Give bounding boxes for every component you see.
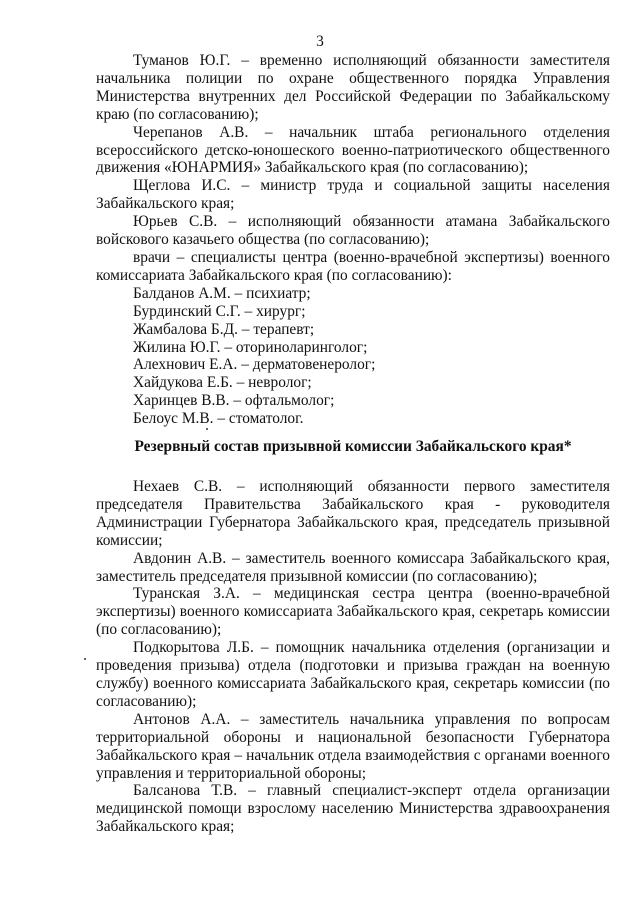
doctor-item: Жамбалова Б.Д. – терапевт;: [133, 320, 315, 338]
reserve-member-paragraph: Туранская З.А. – медицинская сестра центра (военно-врачебной экспертизы) военного комиссариата Забайкальского края, секретарь комиссии (по согласованию);: [96, 585, 610, 639]
reserve-members-list: [96, 478, 610, 836]
reserve-member-paragraph: Подкорытова Л.Б. – помощник начальника отделения (организации и проведения призыва) отдела (подготовки и призыва граждан на военную службу) военного комиссариата Забайкальского края, секретарь комиссии (по согласованию);: [96, 639, 610, 710]
doctor-item: Жилина Ю.Г. – оториноларинголог;: [133, 338, 368, 356]
reserve-member-paragraph: Антонов А.А. – заместитель начальника управления по вопросам территориальной обороны и национальной безопасности Губернатора Забайкальского края – начальник отдела взаимодействия с органами военного управления и территориальной обороны;: [96, 710, 610, 782]
doctor-item: Алехнович Е.А. – дерматовенеролог;: [133, 356, 376, 374]
doctor-item: Балданов А.М. – психиатр;: [133, 284, 311, 302]
reserve-member-paragraph: Нехаев С.В. – исполняющий обязанности первого заместителя председателя Правительства Забайкальского края - руководителя Администрации Губернатора Забайкальского края, председатель призывной комиссии;: [96, 478, 610, 549]
member-paragraph: Юрьев С.В. – исполняющий обязанности атамана Забайкальского войскового казачьего общества (по согласованию);: [96, 213, 610, 249]
scan-dot: [206, 428, 208, 430]
scan-dot: [84, 658, 86, 660]
member-paragraph: врачи – специалисты центра (военно-врачебной экспертизы) военного комиссариата Забайкальского края (по согласованию):: [96, 248, 610, 284]
member-paragraph: Черепанов А.В. – начальник штаба регионального отделения всероссийского детско-юношеского военно-патриотического общественного движения «ЮНАРМИЯ» Забайкальского края (по согласованию);: [96, 123, 610, 177]
doctor-item: Белоус М.В. – стоматолог.: [133, 410, 304, 428]
commission-members-list: [96, 52, 610, 428]
page-number: 3: [316, 33, 324, 50]
member-paragraph: Туманов Ю.Г. – временно исполняющий обязанности заместителя начальника полиции по охране общественного порядка Управления Министерства внутренних дел Российской Федерации по Забайкальскому краю (по согласованию);: [96, 52, 610, 123]
reserve-member-paragraph: Балсанова Т.В. – главный специалист-эксперт отдела организации медицинской помощи взрослому населению Министерства здравоохранения Забайкальского края;: [96, 782, 610, 836]
reserve-heading: Резервный состав призывной комиссии Забайкальского края*: [134, 438, 572, 455]
member-paragraph: Щеглова И.С. – министр труда и социальной защиты населения Забайкальского края;: [96, 177, 610, 213]
reserve-member-paragraph: Авдонин А.В. – заместитель военного комиссара Забайкальского края, заместитель председателя призывной комиссии (по согласованию);: [96, 549, 610, 585]
doctor-item: Харинцев В.В. – офтальмолог;: [133, 392, 335, 410]
doctor-item: Бурдинский С.Г. – хирург;: [133, 302, 306, 320]
doctor-item: Хайдукова Е.Б. – невролог;: [133, 374, 312, 392]
